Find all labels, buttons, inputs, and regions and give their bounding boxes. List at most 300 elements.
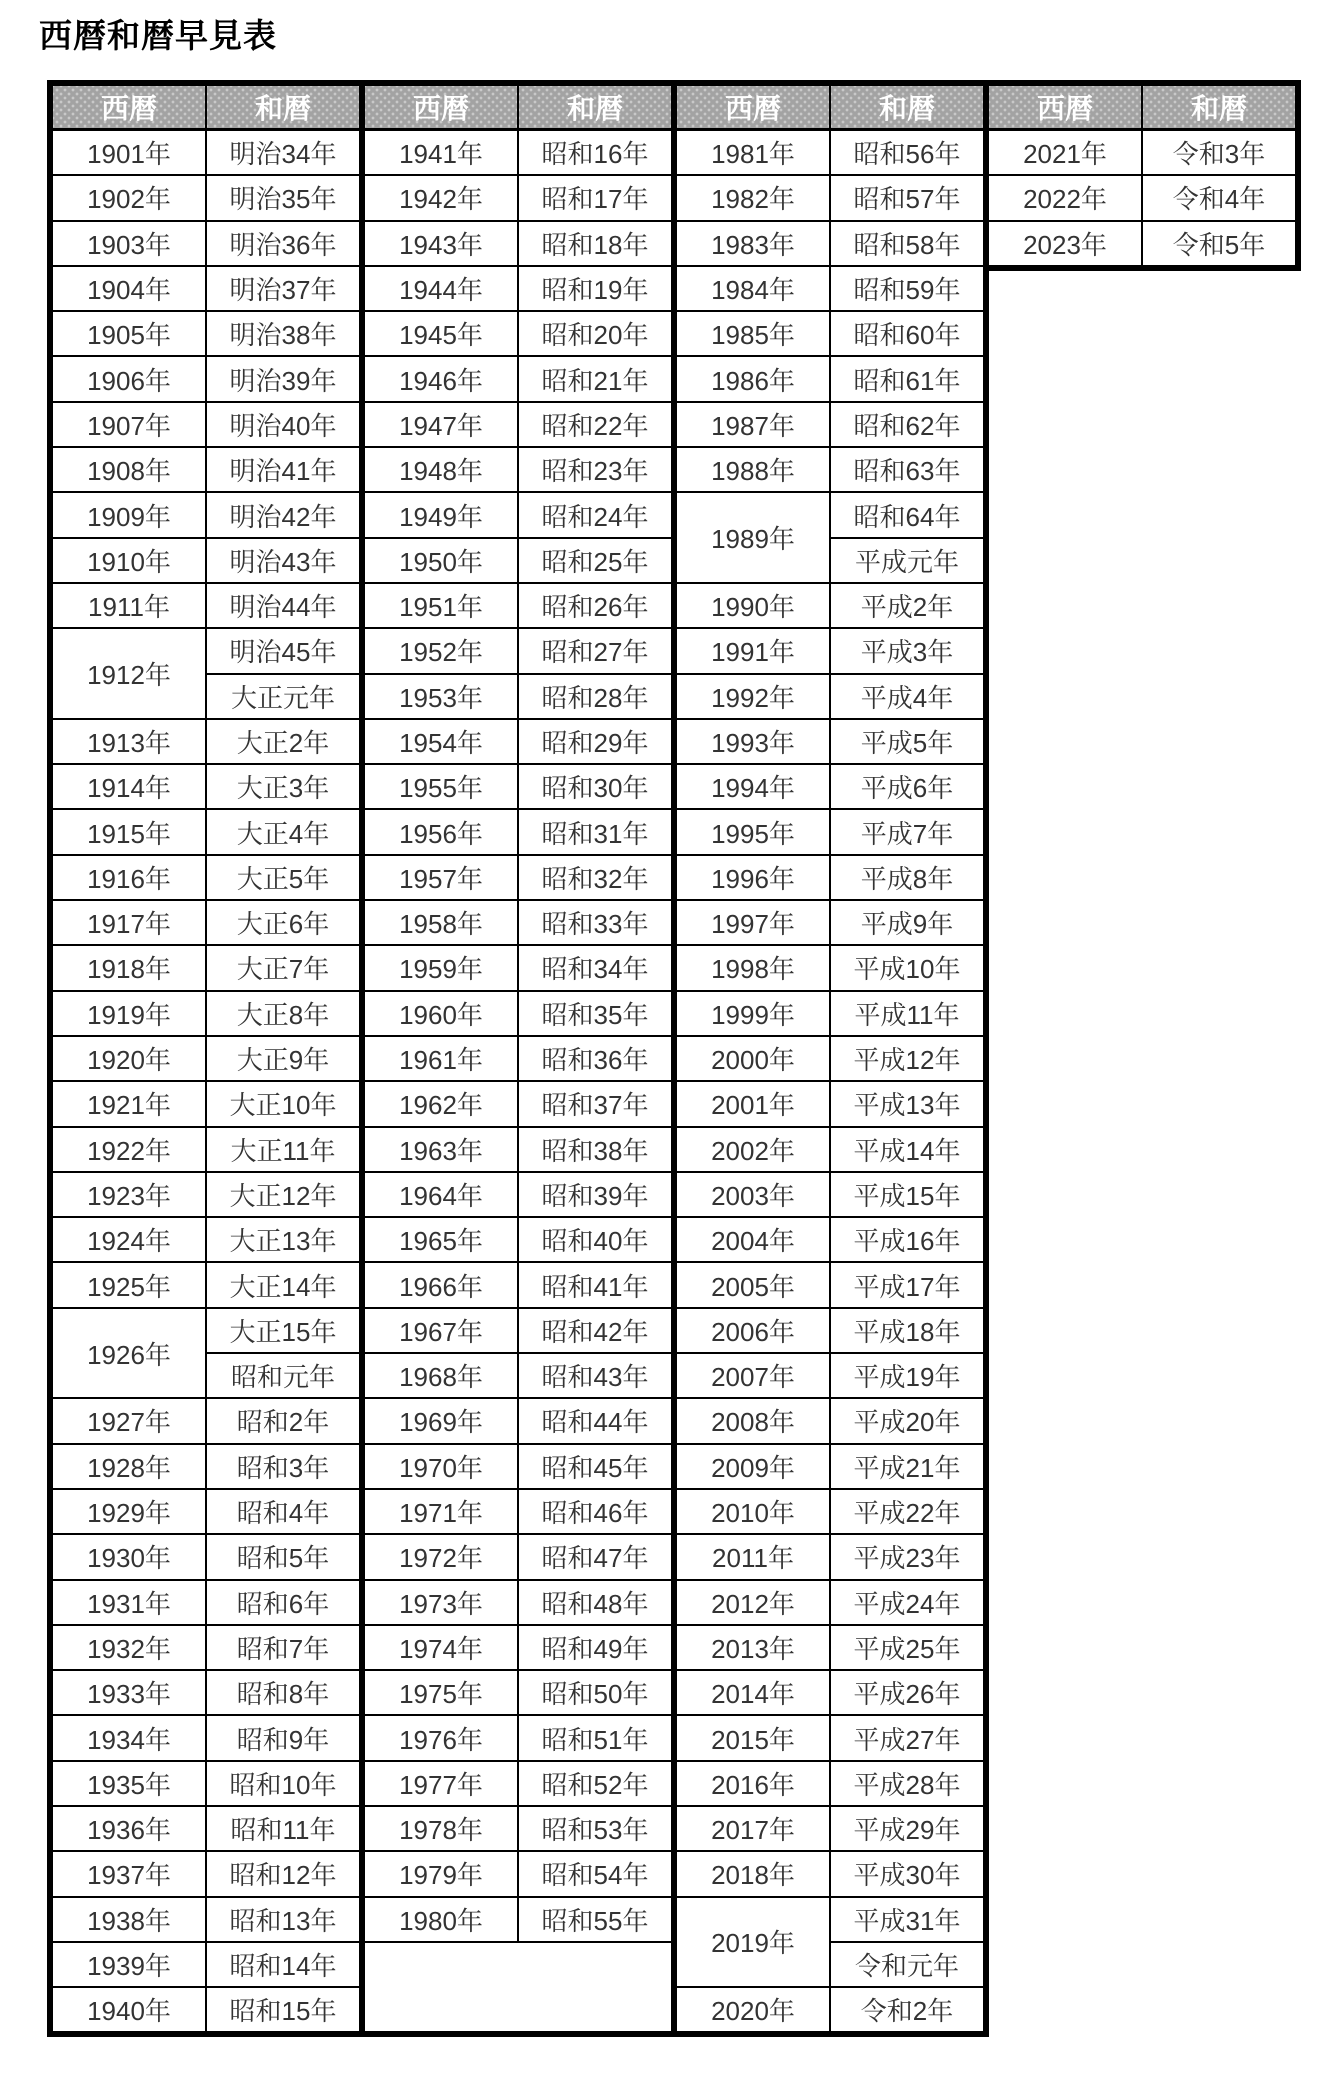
- era-cell: 明治35年: [206, 175, 362, 220]
- era-cell: 昭和7年: [206, 1625, 362, 1670]
- era-cell: 昭和20年: [518, 311, 674, 356]
- year-cell: 1951年: [362, 583, 518, 628]
- page-title: 西暦和暦早見表: [39, 17, 277, 54]
- table-row: [362, 266, 674, 311]
- table-row: [50, 1851, 362, 1896]
- year-cell: 1990年: [674, 583, 830, 628]
- year-cell: 2014年: [674, 1670, 830, 1715]
- year-cell: 1972年: [362, 1534, 518, 1579]
- table-row: [50, 538, 362, 583]
- table-row: [50, 764, 362, 809]
- table-row: [50, 1262, 362, 1307]
- year-cell: 1976年: [362, 1715, 518, 1760]
- era-cell: 大正2年: [206, 719, 362, 764]
- year-cell: 1915年: [50, 809, 206, 854]
- pair-table-1: [47, 80, 365, 2037]
- table-row: [50, 1444, 362, 1489]
- table-row: [50, 855, 362, 900]
- table-row: [674, 1580, 986, 1625]
- era-cell: 昭和48年: [518, 1580, 674, 1625]
- year-cell: 1916年: [50, 855, 206, 900]
- year-cell: 1948年: [362, 447, 518, 492]
- table-row: [674, 628, 986, 673]
- era-cell: 昭和51年: [518, 1715, 674, 1760]
- year-cell: 2004年: [674, 1217, 830, 1262]
- year-cell: 2020年: [674, 1987, 830, 2034]
- year-cell: 1974年: [362, 1625, 518, 1670]
- year-cell: 1908年: [50, 447, 206, 492]
- era-cell: 明治45年: [206, 628, 362, 673]
- era-cell: 昭和25年: [518, 538, 674, 583]
- table-row: [50, 900, 362, 945]
- year-cell: 1987年: [674, 402, 830, 447]
- year-cell: 1912年: [50, 628, 206, 719]
- year-cell: 2015年: [674, 1715, 830, 1760]
- table-row: [674, 1308, 986, 1353]
- table-row: [362, 1353, 674, 1398]
- era-cell: 明治39年: [206, 356, 362, 401]
- year-cell: 2007年: [674, 1353, 830, 1398]
- era-cell: 昭和12年: [206, 1851, 362, 1896]
- table-row: [362, 1172, 674, 1217]
- table-row: [986, 175, 1298, 220]
- era-cell: 平成14年: [830, 1127, 986, 1172]
- table-row: [674, 175, 986, 220]
- table-row: [674, 809, 986, 854]
- table-row: [362, 492, 674, 537]
- year-cell: 1941年: [362, 130, 518, 176]
- table-row: [50, 221, 362, 266]
- era-cell: 昭和64年: [830, 492, 986, 537]
- era-cell: 明治43年: [206, 538, 362, 583]
- era-cell: 昭和43年: [518, 1353, 674, 1398]
- year-cell: 1939年: [50, 1942, 206, 1987]
- japanese-era-header: 和暦: [206, 83, 362, 130]
- table-row: [674, 1670, 986, 1715]
- year-cell: 1967年: [362, 1308, 518, 1353]
- year-cell: 2013年: [674, 1625, 830, 1670]
- year-cell: 1907年: [50, 402, 206, 447]
- era-cell: 昭和45年: [518, 1444, 674, 1489]
- era-cell: 令和4年: [1142, 175, 1298, 220]
- year-cell: 1986年: [674, 356, 830, 401]
- table-row: [50, 991, 362, 1036]
- table-row: [674, 991, 986, 1036]
- year-cell: 1961年: [362, 1036, 518, 1081]
- year-cell: 1952年: [362, 628, 518, 673]
- table-row: [50, 1715, 362, 1760]
- table-row: [362, 628, 674, 673]
- table-row: [674, 583, 986, 628]
- year-cell: 2001年: [674, 1081, 830, 1126]
- era-cell: 昭和24年: [518, 492, 674, 537]
- era-cell: 平成29年: [830, 1806, 986, 1851]
- era-cell: 昭和元年: [206, 1353, 362, 1398]
- year-cell: 2017年: [674, 1806, 830, 1851]
- table-row: [362, 1806, 674, 1851]
- era-cell: 昭和60年: [830, 311, 986, 356]
- table-row: [362, 1398, 674, 1443]
- year-cell: 1940年: [50, 1987, 206, 2034]
- table-row: [674, 1081, 986, 1126]
- year-cell: 1997年: [674, 900, 830, 945]
- table-row: [362, 356, 674, 401]
- table-row: [674, 130, 986, 176]
- era-cell: 昭和23年: [518, 447, 674, 492]
- table-row: [50, 1670, 362, 1715]
- table-row: [674, 1036, 986, 1081]
- era-cell: 平成13年: [830, 1081, 986, 1126]
- year-cell: 1924年: [50, 1217, 206, 1262]
- year-cell: 1959年: [362, 945, 518, 990]
- year-cell: 1901年: [50, 130, 206, 176]
- year-cell: 1944年: [362, 266, 518, 311]
- era-cell: 昭和18年: [518, 221, 674, 266]
- table-row: [50, 1761, 362, 1806]
- year-cell: 1927年: [50, 1398, 206, 1443]
- era-cell: 昭和11年: [206, 1806, 362, 1851]
- year-cell: 1953年: [362, 674, 518, 719]
- era-cell: 昭和46年: [518, 1489, 674, 1534]
- table-row: [50, 1489, 362, 1534]
- japanese-era-header: 和暦: [830, 83, 986, 130]
- table-row: [50, 1534, 362, 1579]
- table-row: [362, 719, 674, 764]
- year-cell: 2006年: [674, 1308, 830, 1353]
- table-row: [674, 945, 986, 990]
- era-cell: 平成20年: [830, 1398, 986, 1443]
- table-row: [674, 1489, 986, 1534]
- table-row: [674, 1353, 986, 1398]
- table-row: [362, 945, 674, 990]
- era-cell: 昭和61年: [830, 356, 986, 401]
- year-cell: 1949年: [362, 492, 518, 537]
- era-cell: 昭和59年: [830, 266, 986, 311]
- table-row: [362, 809, 674, 854]
- year-cell: 1938年: [50, 1897, 206, 1942]
- era-cell: 昭和17年: [518, 175, 674, 220]
- table-row: [362, 674, 674, 719]
- era-cell: 昭和39年: [518, 1172, 674, 1217]
- era-cell: 平成9年: [830, 900, 986, 945]
- year-cell: 1978年: [362, 1806, 518, 1851]
- table-row: [674, 221, 986, 266]
- table-row: [674, 719, 986, 764]
- year-cell: 1998年: [674, 945, 830, 990]
- era-cell: 平成2年: [830, 583, 986, 628]
- year-cell: 1932年: [50, 1625, 206, 1670]
- year-cell: 2023年: [986, 221, 1142, 268]
- era-cell: 昭和5年: [206, 1534, 362, 1579]
- era-cell: 昭和53年: [518, 1806, 674, 1851]
- era-cell: 平成23年: [830, 1534, 986, 1579]
- table-row: [674, 311, 986, 356]
- year-cell: 1969年: [362, 1398, 518, 1443]
- table-row: [50, 628, 362, 673]
- year-cell: 1913年: [50, 719, 206, 764]
- header-row: [674, 83, 986, 130]
- table-row: [50, 1036, 362, 1081]
- table-row: [50, 809, 362, 854]
- year-cell: 1947年: [362, 402, 518, 447]
- year-cell: 1933年: [50, 1670, 206, 1715]
- era-cell: 平成16年: [830, 1217, 986, 1262]
- era-cell: 平成28年: [830, 1761, 986, 1806]
- era-cell: 令和3年: [1142, 130, 1298, 176]
- era-cell: 昭和38年: [518, 1127, 674, 1172]
- era-cell: 昭和32年: [518, 855, 674, 900]
- table-row: [362, 1580, 674, 1625]
- era-cell: 平成15年: [830, 1172, 986, 1217]
- year-cell: 1970年: [362, 1444, 518, 1489]
- year-cell: 1905年: [50, 311, 206, 356]
- year-cell: 1996年: [674, 855, 830, 900]
- era-cell: 平成6年: [830, 764, 986, 809]
- table-row: [362, 1625, 674, 1670]
- year-cell: 1965年: [362, 1217, 518, 1262]
- year-cell: 1902年: [50, 175, 206, 220]
- era-cell: 平成3年: [830, 628, 986, 673]
- year-cell: 1918年: [50, 945, 206, 990]
- table-row: [50, 356, 362, 401]
- year-cell: 1946年: [362, 356, 518, 401]
- year-cell: 1914年: [50, 764, 206, 809]
- year-cell: 1966年: [362, 1262, 518, 1307]
- table-row: [50, 1580, 362, 1625]
- year-cell: 1926年: [50, 1308, 206, 1399]
- year-cell: 1934年: [50, 1715, 206, 1760]
- year-cell: 2009年: [674, 1444, 830, 1489]
- table-row: [362, 1897, 674, 1942]
- year-cell: 1906年: [50, 356, 206, 401]
- year-cell: 1928年: [50, 1444, 206, 1489]
- table-row: [362, 1262, 674, 1307]
- table-row: [50, 1942, 362, 1987]
- table-row: [986, 221, 1298, 268]
- table-row: [362, 1534, 674, 1579]
- era-cell: 大正4年: [206, 809, 362, 854]
- era-cell: 昭和26年: [518, 583, 674, 628]
- year-cell: 1975年: [362, 1670, 518, 1715]
- western-era-header: 西暦: [986, 83, 1142, 130]
- era-cell: 大正7年: [206, 945, 362, 990]
- year-cell: 2019年: [674, 1897, 830, 1988]
- table-row: [50, 266, 362, 311]
- table-row: [674, 1715, 986, 1760]
- table-row: [50, 1172, 362, 1217]
- era-cell: 大正12年: [206, 1172, 362, 1217]
- year-cell: 2012年: [674, 1580, 830, 1625]
- era-cell: 昭和50年: [518, 1670, 674, 1715]
- table-row: [674, 1987, 986, 2034]
- table-row: [362, 1127, 674, 1172]
- era-cell: 大正8年: [206, 991, 362, 1036]
- table-row: [362, 1670, 674, 1715]
- year-cell: 2021年: [986, 130, 1142, 176]
- year-cell: 1980年: [362, 1897, 518, 1942]
- year-cell: 2003年: [674, 1172, 830, 1217]
- western-era-header: 西暦: [50, 83, 206, 130]
- year-cell: 2000年: [674, 1036, 830, 1081]
- year-cell: 2010年: [674, 1489, 830, 1534]
- table-row: [674, 1217, 986, 1262]
- table-row: [50, 583, 362, 628]
- year-cell: 2008年: [674, 1398, 830, 1443]
- year-cell: 1984年: [674, 266, 830, 311]
- year-cell: 2016年: [674, 1761, 830, 1806]
- year-cell: 1993年: [674, 719, 830, 764]
- year-cell: 1958年: [362, 900, 518, 945]
- era-cell: 昭和9年: [206, 1715, 362, 1760]
- era-cell: 令和5年: [1142, 221, 1298, 268]
- era-cell: 大正5年: [206, 855, 362, 900]
- era-cell: 昭和28年: [518, 674, 674, 719]
- table-row: [362, 764, 674, 809]
- era-cell: 平成19年: [830, 1353, 986, 1398]
- table-row: [362, 1036, 674, 1081]
- era-cell: 明治38年: [206, 311, 362, 356]
- era-cell: 平成31年: [830, 1897, 986, 1942]
- era-cell: 平成30年: [830, 1851, 986, 1896]
- pair-table-3: [671, 80, 989, 2037]
- table-row: [674, 356, 986, 401]
- era-cell: 平成25年: [830, 1625, 986, 1670]
- table-row: [362, 311, 674, 356]
- table-row: [50, 1987, 362, 2034]
- year-cell: 1957年: [362, 855, 518, 900]
- era-cell: 昭和15年: [206, 1987, 362, 2034]
- table-row: [674, 1262, 986, 1307]
- year-cell: 1982年: [674, 175, 830, 220]
- era-cell: 昭和3年: [206, 1444, 362, 1489]
- era-cell: 昭和2年: [206, 1398, 362, 1443]
- table-row: [362, 1444, 674, 1489]
- table-row: [362, 1761, 674, 1806]
- era-cell: 明治44年: [206, 583, 362, 628]
- era-cell: 令和元年: [830, 1942, 986, 1987]
- era-cell: 昭和36年: [518, 1036, 674, 1081]
- year-cell: 1981年: [674, 130, 830, 176]
- table-row: [674, 402, 986, 447]
- era-cell: 昭和4年: [206, 1489, 362, 1534]
- era-cell: 昭和44年: [518, 1398, 674, 1443]
- table-row: [674, 1444, 986, 1489]
- year-cell: 1925年: [50, 1262, 206, 1307]
- era-cell: 昭和27年: [518, 628, 674, 673]
- year-cell: 1904年: [50, 266, 206, 311]
- year-cell: 2018年: [674, 1851, 830, 1896]
- year-cell: 1954年: [362, 719, 518, 764]
- era-cell: 昭和13年: [206, 1897, 362, 1942]
- table-row: [362, 1851, 674, 1896]
- year-cell: 1923年: [50, 1172, 206, 1217]
- table-row: [362, 402, 674, 447]
- table-row: [50, 311, 362, 356]
- year-cell: 1968年: [362, 1353, 518, 1398]
- year-cell: 1945年: [362, 311, 518, 356]
- japanese-era-header: 和暦: [518, 83, 674, 130]
- era-cell: 昭和14年: [206, 1942, 362, 1987]
- table-row: [50, 402, 362, 447]
- era-cell: 昭和35年: [518, 991, 674, 1036]
- year-cell: 1989年: [674, 492, 830, 583]
- table-row: [674, 1851, 986, 1896]
- era-cell: 明治40年: [206, 402, 362, 447]
- era-cell: 昭和6年: [206, 1580, 362, 1625]
- era-cell: 昭和62年: [830, 402, 986, 447]
- era-cell: 昭和37年: [518, 1081, 674, 1126]
- era-cell: 昭和41年: [518, 1262, 674, 1307]
- table-row: [362, 1308, 674, 1353]
- year-cell: 1979年: [362, 1851, 518, 1896]
- western-era-header: 西暦: [674, 83, 830, 130]
- table-row: [50, 1806, 362, 1851]
- era-cell: 昭和34年: [518, 945, 674, 990]
- table-row: [674, 447, 986, 492]
- year-cell: 1909年: [50, 492, 206, 537]
- year-cell: 1988年: [674, 447, 830, 492]
- table-row: [674, 1534, 986, 1579]
- japanese-era-header: 和暦: [1142, 83, 1298, 130]
- year-cell: 1903年: [50, 221, 206, 266]
- header-row: [986, 83, 1298, 130]
- era-cell: 昭和16年: [518, 130, 674, 176]
- year-cell: 1994年: [674, 764, 830, 809]
- era-cell: 平成17年: [830, 1262, 986, 1307]
- table-row: [50, 130, 362, 176]
- year-cell: 1971年: [362, 1489, 518, 1534]
- table-row: [674, 1761, 986, 1806]
- year-cell: 1963年: [362, 1127, 518, 1172]
- table-row: [50, 492, 362, 537]
- era-cell: 昭和22年: [518, 402, 674, 447]
- table-row: [50, 1398, 362, 1443]
- table-row: [362, 175, 674, 220]
- era-cell: 平成8年: [830, 855, 986, 900]
- table-row: [362, 1081, 674, 1126]
- era-cell: 昭和47年: [518, 1534, 674, 1579]
- year-cell: 1921年: [50, 1081, 206, 1126]
- era-cell: 平成4年: [830, 674, 986, 719]
- table-row: [50, 1897, 362, 1942]
- era-cell: 昭和31年: [518, 809, 674, 854]
- table-row: [50, 1127, 362, 1172]
- table-row: [50, 1625, 362, 1670]
- year-cell: 1910年: [50, 538, 206, 583]
- era-cell: 昭和10年: [206, 1761, 362, 1806]
- year-cell: 2002年: [674, 1127, 830, 1172]
- year-cell: 1964年: [362, 1172, 518, 1217]
- year-cell: 1985年: [674, 311, 830, 356]
- table-row: [50, 719, 362, 764]
- era-cell: 平成27年: [830, 1715, 986, 1760]
- table-row: [362, 900, 674, 945]
- table-row: [362, 583, 674, 628]
- table-row: [674, 1127, 986, 1172]
- era-cell: 大正15年: [206, 1308, 362, 1353]
- year-cell: 1960年: [362, 991, 518, 1036]
- table-row: [674, 855, 986, 900]
- table-row: [362, 1715, 674, 1760]
- era-cell: 平成18年: [830, 1308, 986, 1353]
- year-cell: 1999年: [674, 991, 830, 1036]
- year-cell: 1955年: [362, 764, 518, 809]
- era-cell: 昭和19年: [518, 266, 674, 311]
- era-cell: 昭和55年: [518, 1897, 674, 1942]
- table-row: [362, 991, 674, 1036]
- empty-cell: [362, 1942, 674, 2035]
- era-cell: 昭和56年: [830, 130, 986, 176]
